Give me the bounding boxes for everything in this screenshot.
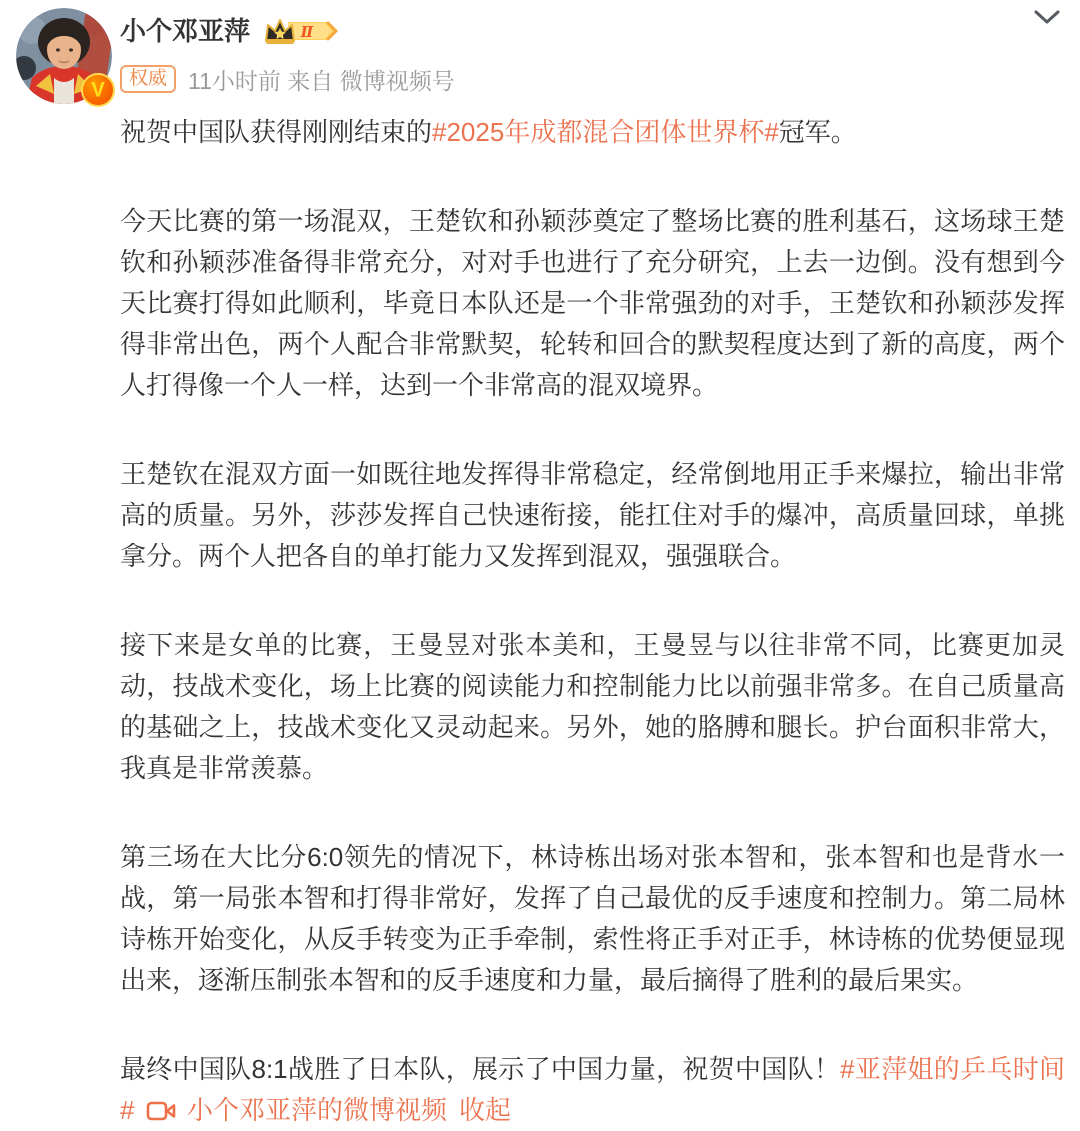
- paragraph-text: 今天比赛的第一场混双，王楚钦和孙颖莎奠定了整场比赛的胜利基石，这场球王楚钦和孙颖莎准备得非常充分，对对手也进行了充分研究，上去一边倒。没有想到今天比赛打得如此顺利，毕竟日本队还是一个非常强劲的对手，王楚钦和孙颖莎发挥得非常出色，两个人配合非常默契，轮转和回合的默契程度达到了新的高度，两个人打得像一个人一样，达到一个非常高的混双境界。: [120, 206, 1065, 400]
- paragraph-text: 王楚钦在混双方面一如既往地发挥得非常稳定，经常倒地用正手来爆拉，输出非常高的质量。另外，莎莎发挥自己快速衔接，能扛住对手的爆冲，高质量回球，单挑拿分。两个人把各自的单打能力又发挥到混双，强强联合。: [120, 459, 1065, 571]
- post-paragraph: [120, 454, 1065, 577]
- paragraph-text: 最终中国队8:1战胜了日本队，展示了中国力量，祝贺中国队！: [120, 1054, 841, 1084]
- post-paragraph: [120, 1049, 1065, 1131]
- post-content: [0, 104, 1080, 1131]
- header-text: [120, 0, 1080, 94]
- vip-crown-badge-icon[interactable]: [260, 15, 346, 47]
- authority-badge: 权威: [120, 65, 176, 93]
- paragraph-text: 第三场在大比分6:0领先的情况下，林诗栋出场对张本智和，张本智和也是背水一战，第一局张本智和打得非常好，发挥了自己最优的反手速度和控制力。第二局林诗栋开始变化，从反手转变为正手牵制，索性将正手对正手，林诗栋的优势便显现出来，逐渐压制张本智和的反手速度和力量，最后摘得了胜利的最后果实。: [120, 842, 1065, 995]
- paragraph-text: 接下来是女单的比赛，王曼昱对张本美和，王曼昱与以往非常不同，比赛更加灵动，技战术变化，场上比赛的阅读能力和控制能力比以前强非常多。在自己质量高的基础之上，技战术变化又灵动起来。另外，她的胳膊和腿长。护台面积非常大，我真是非常羡慕。: [120, 630, 1065, 783]
- chevron-down-icon[interactable]: [1032, 8, 1062, 32]
- author-name[interactable]: 小个邓亚萍: [120, 16, 251, 46]
- avatar[interactable]: [16, 8, 112, 104]
- source-channel-link[interactable]: 微博视频号: [339, 67, 455, 94]
- post-paragraph: [120, 112, 1065, 153]
- post-paragraph: [120, 201, 1065, 406]
- post-meta: [188, 63, 455, 96]
- video-camera-icon: [146, 1099, 177, 1123]
- paragraph-text: 祝贺中国队获得刚刚结束的: [120, 117, 433, 147]
- timestamp: 11小时前: [188, 67, 281, 94]
- hashtag-link[interactable]: #亚萍姐的乒乓时间#: [120, 1054, 1065, 1125]
- svg-text:Ⅱ: Ⅱ: [300, 25, 314, 41]
- post-paragraph: [120, 837, 1065, 1001]
- post-header: [0, 0, 1080, 104]
- video-link[interactable]: 小个邓亚萍的微博视频: [186, 1095, 447, 1125]
- source-prefix: 来自: [287, 67, 334, 94]
- collapse-link[interactable]: 收起: [458, 1095, 511, 1125]
- paragraph-text: 冠军。: [778, 117, 857, 147]
- verified-v-icon: V: [81, 73, 115, 107]
- post-paragraph: [120, 625, 1065, 789]
- hashtag-link[interactable]: #2025年成都混合团体世界杯#: [432, 117, 779, 147]
